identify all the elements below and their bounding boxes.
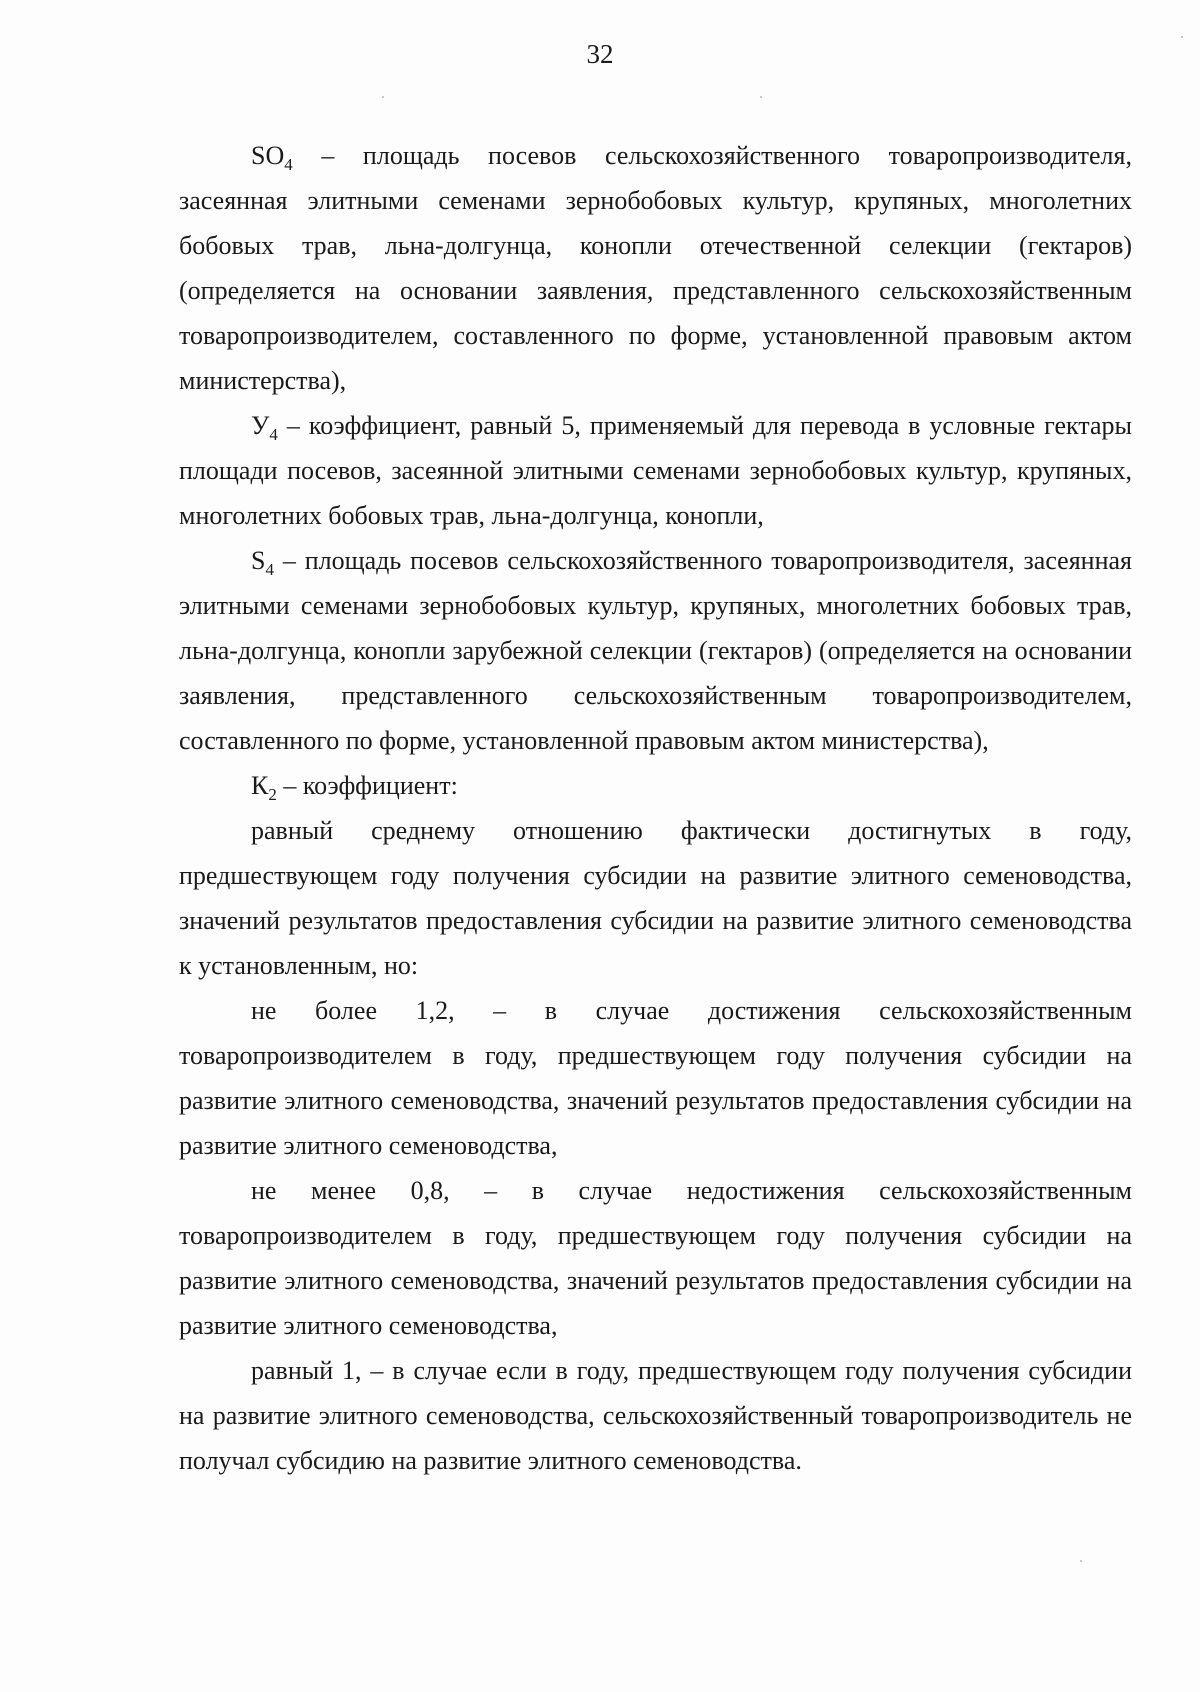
scan-speck — [382, 96, 384, 98]
scan-speck — [1181, 36, 1183, 38]
paragraph-k2-equal-one — [179, 1348, 1132, 1483]
paragraph-k2-max — [179, 988, 1132, 1168]
variable-symbol: У — [251, 411, 270, 440]
paragraph-text: равный среднему отношению фактически достигнутых в году, предшествующем году получения субсидии на развитие элитного семеноводства, значений результатов предоставления субсидии на развитие элитного семеноводства к установленным, но: — [179, 816, 1132, 980]
variable-symbol: SO — [251, 141, 285, 170]
variable-subscript: 4 — [269, 425, 278, 444]
page-number: 32 — [586, 39, 614, 69]
paragraph-k2-min — [179, 1168, 1132, 1348]
paragraph-so4-definition — [179, 133, 1132, 403]
paragraph-text: не менее 0,8, – в случае недостижения сельскохозяйственным товаропроизводителем в году, предшествующем году получения субсидии на развитие элитного семеноводства, значений результатов предоставления субсидии на развитие элитного семеноводства, — [179, 1176, 1132, 1340]
scan-speck — [760, 96, 762, 98]
paragraph-text: не более 1,2, – в случае достижения сельскохозяйственным товаропроизводителем в году, предшествующем году получения субсидии на развитие элитного семеноводства, значений результатов предоставления субсидии на развитие элитного семеноводства, — [179, 996, 1132, 1160]
variable-subscript: 4 — [265, 560, 274, 579]
paragraph-text: – площадь посевов сельскохозяйственного товаропроизводителя, засеянная элитными семенами зернобобовых культур, крупяных, многолетних бобовых трав, льна-долгунца, конопли зарубежной селекции (гектаров) (определяется на основании заявления, представленного сельскохозяйственным товаропроизводителем, составленного по форме, установленной правовым актом министерства), — [179, 546, 1132, 755]
document-body — [179, 133, 1132, 1483]
paragraph-k2-definition — [179, 763, 1132, 808]
scan-speck — [1080, 1560, 1082, 1562]
variable-symbol: К — [251, 771, 269, 800]
paragraph-text: – площадь посевов сельскохозяйственного товаропроизводителя, засеянная элитными семенами зернобобовых культур, крупяных, многолетних бобовых трав, льна-долгунца, конопли отечественной селекции (гектаров) (определяется на основании заявления, представленного сельскохозяйственным товаропроизводителем, составленного по форме, установленной правовым актом министерства), — [179, 141, 1132, 395]
paragraph-text: – коэффициент: — [276, 771, 458, 800]
variable-subscript: 2 — [268, 785, 277, 804]
paragraph-s4-definition — [179, 538, 1132, 763]
paragraph-k2-average-ratio — [179, 808, 1132, 988]
paragraph-text: равный 1, – в случае если в году, предшествующем году получения субсидии на развитие элитного семеноводства, сельскохозяйственный товаропроизводитель не получал субсидию на развитие элитного семеноводства. — [179, 1356, 1132, 1475]
paragraph-u4-definition — [179, 403, 1132, 538]
paragraph-text: – коэффициент, равный 5, применяемый для перевода в условные гектары площади посевов, засеянной элитными семенами зернобобовых культур, крупяных, многолетних бобовых трав, льна-долгунца, конопли, — [179, 411, 1132, 530]
variable-symbol: S — [251, 546, 266, 575]
variable-subscript: 4 — [284, 155, 293, 174]
